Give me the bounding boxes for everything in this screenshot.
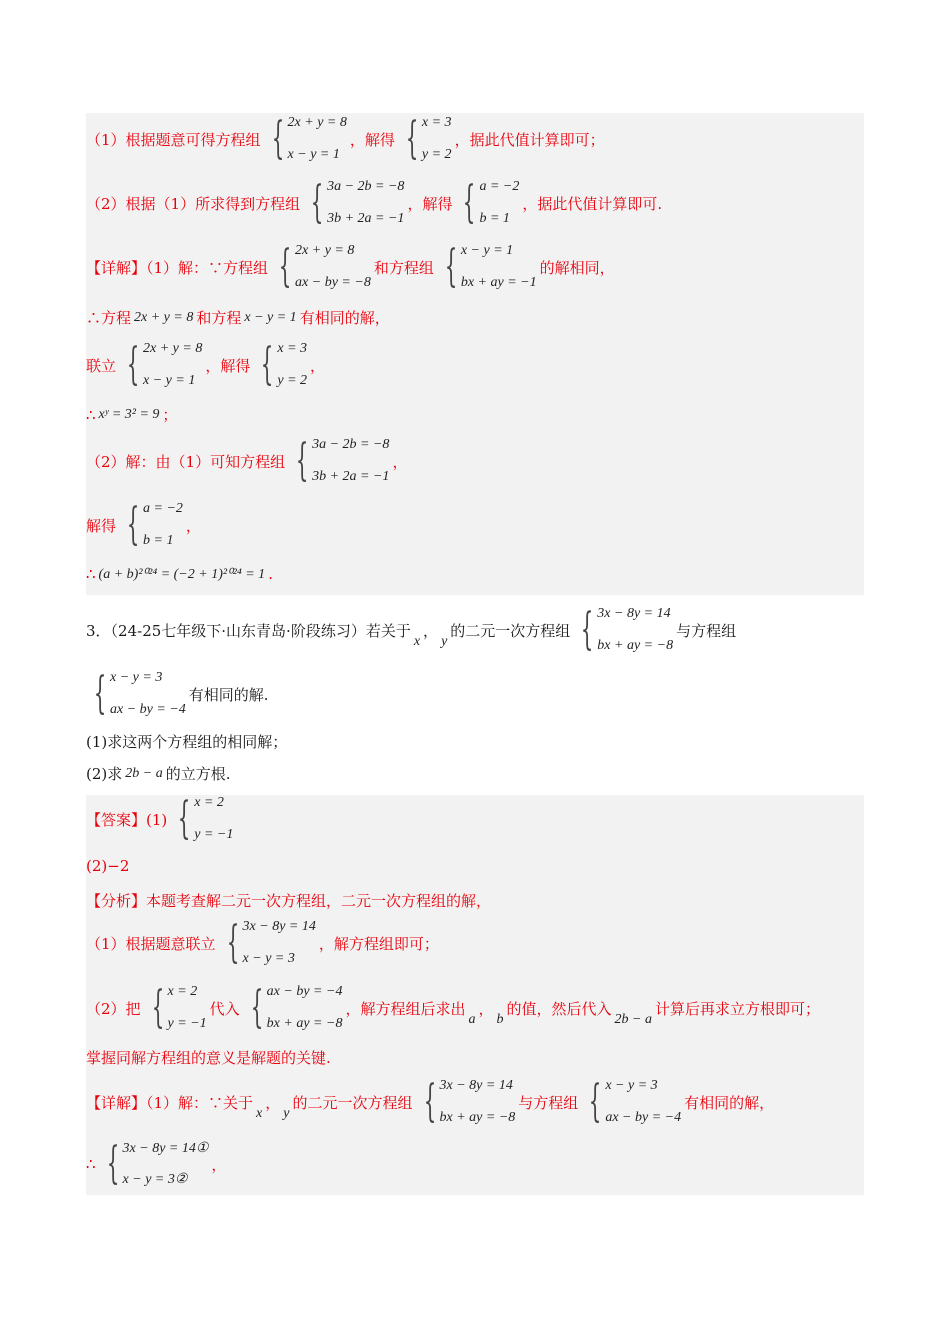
detail-line-4: ∴ xʸ = 3² = 9 ；: [86, 405, 178, 424]
solution-block-1: [86, 113, 864, 595]
equation-system: { x − y = 1 bx + ay = −1: [444, 241, 537, 292]
solution-block-2: [86, 795, 864, 1195]
detail-line-2: ∴方程 2x + y = 8 和方程 x − y = 1 有相同的解，: [86, 309, 390, 327]
answer-line-1: 【答案】(1) { x = 2 y = −1: [86, 793, 234, 844]
equation-system: { x − y = 3 ax − by = −4: [589, 1076, 682, 1127]
equation-system: { x − y = 3 ax − by = −4: [93, 668, 186, 719]
equation-system: { 2x + y = 8 x − y = 1: [271, 113, 347, 164]
equation-system: { 3x − 8y = 14 x − y = 3: [226, 917, 316, 968]
equation-system: { 3x − 8y = 14① x − y = 3②: [106, 1138, 209, 1189]
equation-system: { 3x − 8y = 14 bx + ay = −8: [580, 604, 674, 655]
equation-system: { x = 3 y = 2: [261, 339, 308, 390]
equation-system: { a = −2 b = 1: [463, 177, 520, 228]
equation-system: { 2x + y = 8 ax − by = −8: [278, 241, 371, 292]
detail-line-1: 【详解】（1）解：∵关于 x ， y 的二元一次方程组 { 3x − 8y = 14 bx + ay = −8 与方程组 { x − y = 3 ax − by = −4 有相同的解，: [86, 1076, 775, 1127]
detail-line-1: 【详解】（1）解：∵方程组 { 2x + y = 8 ax − by = −8 和方程组 { x − y = 1 bx + ay = −1 的解相同，: [86, 241, 615, 292]
equation-system: { 2x + y = 8 x − y = 1: [126, 339, 203, 390]
question-3-part-2: (2)求 2b − a 的立方根.: [86, 765, 231, 783]
question-3-part-1: (1)求这两个方程组的相同解；: [86, 733, 288, 751]
question-3-line-2: { x − y = 3 ax − by = −4 有相同的解.: [86, 670, 269, 718]
equation-system: { a = −2 b = 1: [126, 499, 183, 550]
analysis-line-4: 掌握同解方程组的意义是解题的关键.: [86, 1049, 331, 1067]
analysis-line-3: （2）把 { x = 2 y = −1 代入 { ax − by = −4 bx + ay = −8 ，解方程组后求出 a ， b 的值，然后代入 2b − a 计算后再求立方根即可；: [86, 982, 820, 1033]
equation-system: { x = 2 y = −1: [177, 793, 234, 844]
detail-line-6: 解得 { a = −2 b = 1 ，: [86, 499, 201, 550]
equation-system: { 3x − 8y = 14 bx + ay = −8: [423, 1076, 516, 1127]
equation-system: { x = 3 y = 2: [405, 113, 452, 164]
detail-line-2: ∴ { 3x − 8y = 14① x − y = 3② ，: [86, 1138, 227, 1189]
equation-system: { 3a − 2b = −8 3b + 2a = −1: [310, 177, 405, 228]
detail-line-5: （2）解：由（1）可知方程组 { 3a − 2b = −8 3b + 2a = −1 ，: [86, 435, 408, 486]
detail-line-3: 联立 { 2x + y = 8 x − y = 1 ，解得 { x = 3 y = 2 ，: [86, 339, 326, 390]
equation-system: { 3a − 2b = −8 3b + 2a = −1: [295, 435, 390, 486]
equation-system: { x = 2 y = −1: [151, 982, 207, 1033]
analysis-line-2: （2）根据（1）所求得到方程组 { 3a − 2b = −8 3b + 2a = −1 ，解得 { a = −2 b = 1 ，据此代值计算即可.: [86, 177, 663, 228]
question-3-line-1: 3．（24-25七年级下·山东青岛·阶段练习）若关于 x ， y 的二元一次方程组 { 3x − 8y = 14 bx + ay = −8 与方程组: [86, 604, 737, 655]
analysis-line-2: （1）根据题意联立 { 3x − 8y = 14 x − y = 3 ，解方程组即可；: [86, 917, 439, 968]
detail-line-7: ∴ (a + b)²⁰²⁴ = (−2 + 1)²⁰²⁴ = 1 .: [86, 565, 273, 583]
analysis-line-1: 【分析】本题考查解二元一次方程组，二元一次方程组的解，: [86, 892, 492, 910]
answer-line-2: (2)−2: [86, 857, 130, 875]
analysis-line-1: （1）根据题意可得方程组 { 2x + y = 8 x − y = 1 ，解得 { x = 3 y = 2 ，据此代值计算即可；: [86, 113, 605, 164]
equation-system: { ax − by = −4 bx + ay = −8: [250, 982, 343, 1033]
